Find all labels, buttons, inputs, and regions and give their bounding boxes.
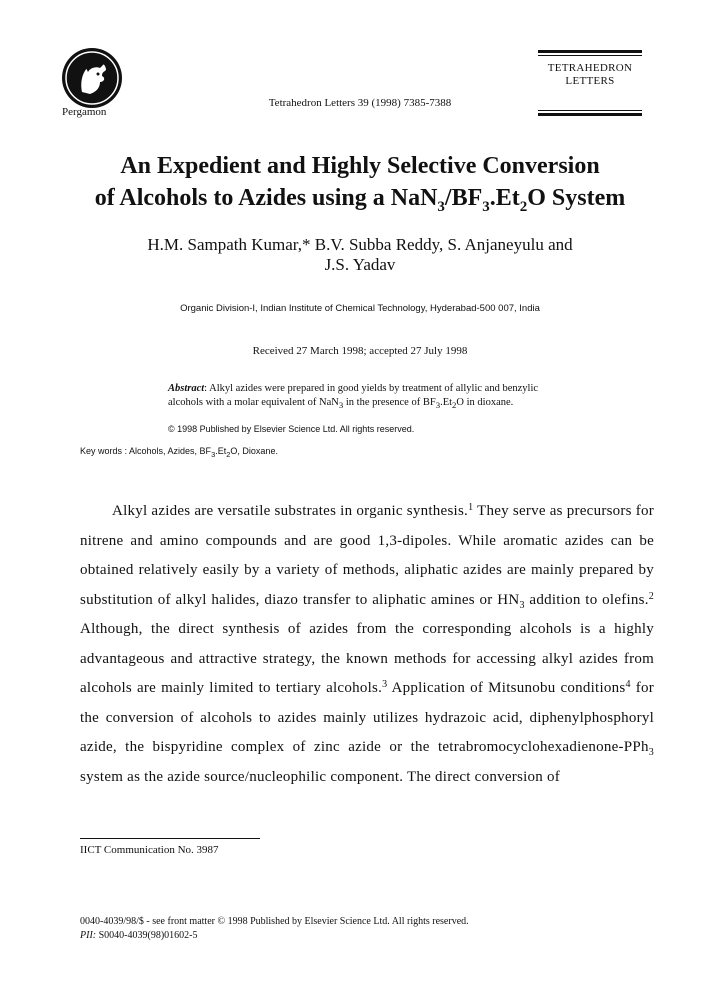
front-matter-line: 0040-4039/98/$ - see front matter © 1998 Published by Elsevier Science Ltd. All rights reserved. (80, 916, 469, 927)
abstract-text: : Alkyl azides were prepared in good yields by treatment of allylic and benzylic (204, 383, 539, 394)
masthead-rule (538, 55, 642, 56)
keywords-text: O, Dioxane. (230, 446, 278, 456)
authors-line1: H.M. Sampath Kumar,* B.V. Subba Reddy, S. Anjaneyulu and (147, 235, 573, 254)
title-line1: An Expedient and Highly Selective Conversion (120, 153, 600, 179)
article-title (0, 150, 720, 223)
subscript: 2 (519, 198, 528, 215)
body-text: Alkyl azides are versatile substrates in organic synthesis. (112, 503, 469, 519)
subscript: 3 (482, 198, 490, 215)
publisher-name: Pergamon (62, 106, 107, 118)
body-text: for the conversion of alcohols to azides mainly utilizes hydrazoic acid, diphenylphosphoryl azide, the bispyridine complex of zinc azide or the tetrabromocyclohexadienone-PPh (80, 680, 655, 755)
masthead-rule (538, 50, 642, 53)
subscript: 3 (648, 747, 654, 758)
abstract-text: .Et (440, 397, 453, 408)
reference-marker[interactable]: 1 (468, 502, 474, 513)
subscript: 3 (211, 449, 216, 459)
subscript: 2 (452, 400, 457, 411)
authors-line2: J.S. Yadav (324, 255, 396, 274)
masthead-rule (538, 110, 642, 111)
affiliation: Organic Division-I, Indian Institute of Chemical Technology, Hyderabad-500 007, India (180, 303, 540, 314)
body-text: addition to olefins. (524, 591, 649, 608)
masthead-rule (538, 113, 642, 116)
subscript: 3 (435, 400, 441, 411)
received-dates: Received 27 March 1998; accepted 27 July 1998 (252, 345, 468, 357)
journal-masthead (538, 50, 642, 116)
author-list (0, 235, 720, 275)
subscript: 3 (437, 198, 445, 215)
body-text: They serve as precursors for nitrene and amino compounds and are good 1,3-dipoles. While aromatic azides can be obtained relatively easily by a variety of methods, aliphatic azides are mainly prepared by substitution of alkyl halides, diazo transfer to aliphatic amines or HN (80, 503, 654, 608)
abstract (168, 382, 608, 412)
abstract-line2 (168, 396, 608, 412)
keywords-text: .Et (215, 446, 227, 456)
pii-line (80, 930, 198, 941)
abstract-line1 (168, 382, 608, 396)
footnote: IICT Communication No. 3987 (80, 844, 219, 856)
subscript: 2 (226, 449, 231, 459)
keywords-text: Key words : Alcohols, Azides, BF (80, 446, 212, 456)
copyright-notice: © 1998 Published by Elsevier Science Ltd. All rights reserved. (168, 424, 415, 434)
subscript: 3 (338, 400, 344, 411)
reference-marker[interactable]: 2 (648, 590, 654, 602)
abstract-text: in the presence of BF (343, 397, 436, 408)
pii-value: S0040-4039(98)01602-5 (96, 930, 198, 941)
reference-marker[interactable]: 4 (625, 679, 631, 690)
abstract-label: Abstract (168, 383, 205, 394)
title-text: of Alcohols to Azides using a NaN (94, 185, 438, 211)
title-line2 (0, 182, 720, 223)
reference-marker[interactable]: 3 (382, 679, 388, 690)
citation: Tetrahedron Letters 39 (1998) 7385-7388 (268, 97, 452, 109)
subscript: 3 (519, 599, 525, 611)
body-text: Application of Mitsunobu conditions (387, 680, 626, 696)
keywords (80, 446, 278, 459)
abstract-text: alcohols with a molar equivalent of NaN (168, 397, 339, 408)
journal-name-line2: LETTERS (565, 75, 615, 87)
pii-label: PII: (80, 930, 97, 941)
footnote-rule (80, 838, 260, 839)
abstract-text: O in dioxane. (456, 397, 514, 408)
body-text: system as the azide source/nucleophilic component. The direct conversion of (80, 768, 560, 785)
title-text: /BF (444, 185, 483, 211)
body-paragraph (80, 497, 654, 792)
journal-name-line1: TETRAHEDRON (547, 62, 633, 74)
title-text: O System (527, 185, 626, 211)
title-text: .Et (489, 185, 520, 211)
body-text: Although, the direct synthesis of azides from the corresponding alcohols is a highly advantageous and attractive strategy, the known methods for accessing alkyl azides from alcohols are mainly limited to tertiary alcohols. (80, 621, 654, 696)
